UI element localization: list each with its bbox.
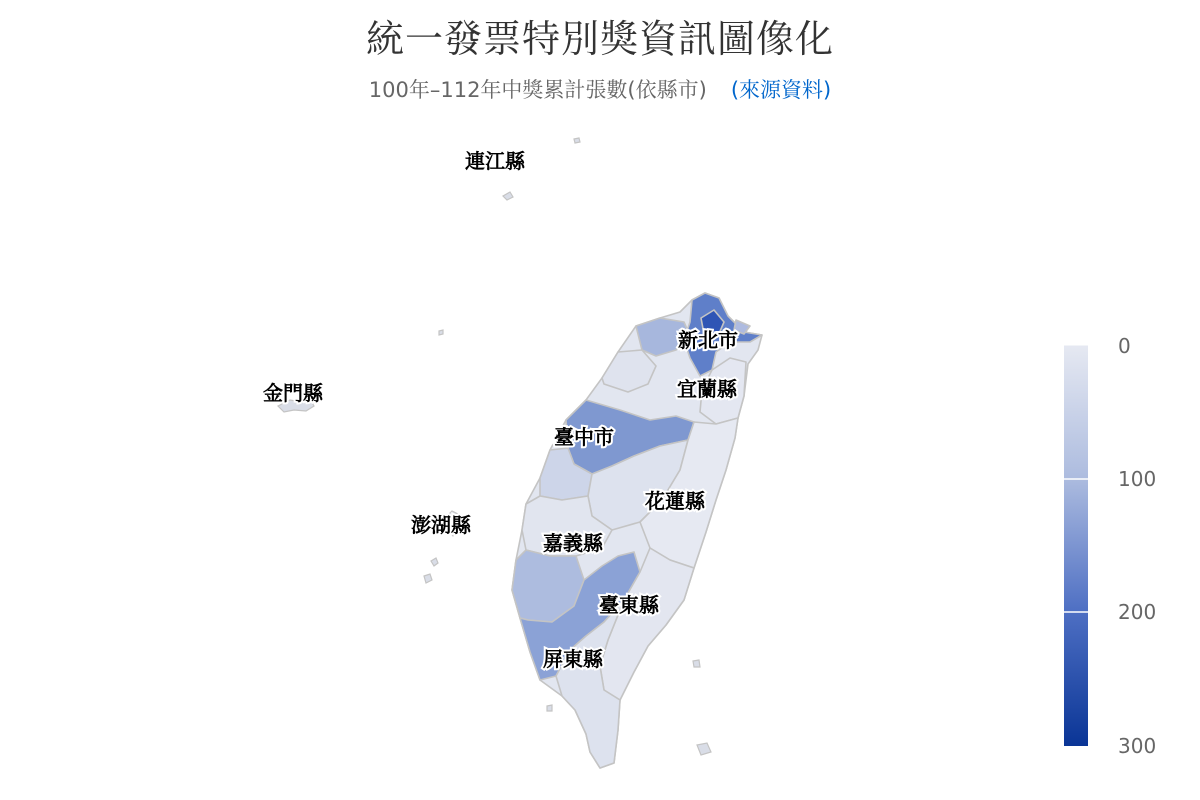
color-scale-legend [1064,334,1156,758]
lienchiang-island[interactable] [503,192,513,200]
color-scale-bar [1064,345,1088,746]
green-island [693,660,700,667]
label-yilan: 宜蘭縣 [677,377,737,401]
subtitle-text: 100年–112年中獎累計張數(依縣市) [368,78,707,102]
label-new-taipei: 新北市 [678,328,738,352]
label-hualien: 花蓮縣 [645,489,705,513]
chart-title: 統一發票特別獎資訊圖像化 [365,17,834,61]
label-taichung: 臺中市 [554,425,614,449]
label-penghu: 澎湖縣 [411,513,471,537]
lienchiang-islet [574,138,580,143]
label-kinmen: 金門縣 [263,381,323,405]
liuqiu-islet [547,705,552,711]
label-chiayi: 嘉義縣 [543,531,603,555]
label-pingtung: 屏東縣 [543,647,603,671]
legend-tick-300: 300 [1118,734,1157,758]
legend-tick-100: 100 [1118,467,1157,491]
source-data-link[interactable]: (來源資料) [730,78,832,102]
orchid-island [697,743,711,755]
legend-tick-0: 0 [1118,334,1131,358]
label-taitung: 臺東縣 [599,593,659,617]
penghu-south-islet [431,558,438,566]
label-lienchiang: 連江縣 [465,149,525,173]
northern-islet [439,330,443,335]
penghu-islet [424,574,432,583]
legend-tick-200: 200 [1118,600,1157,624]
